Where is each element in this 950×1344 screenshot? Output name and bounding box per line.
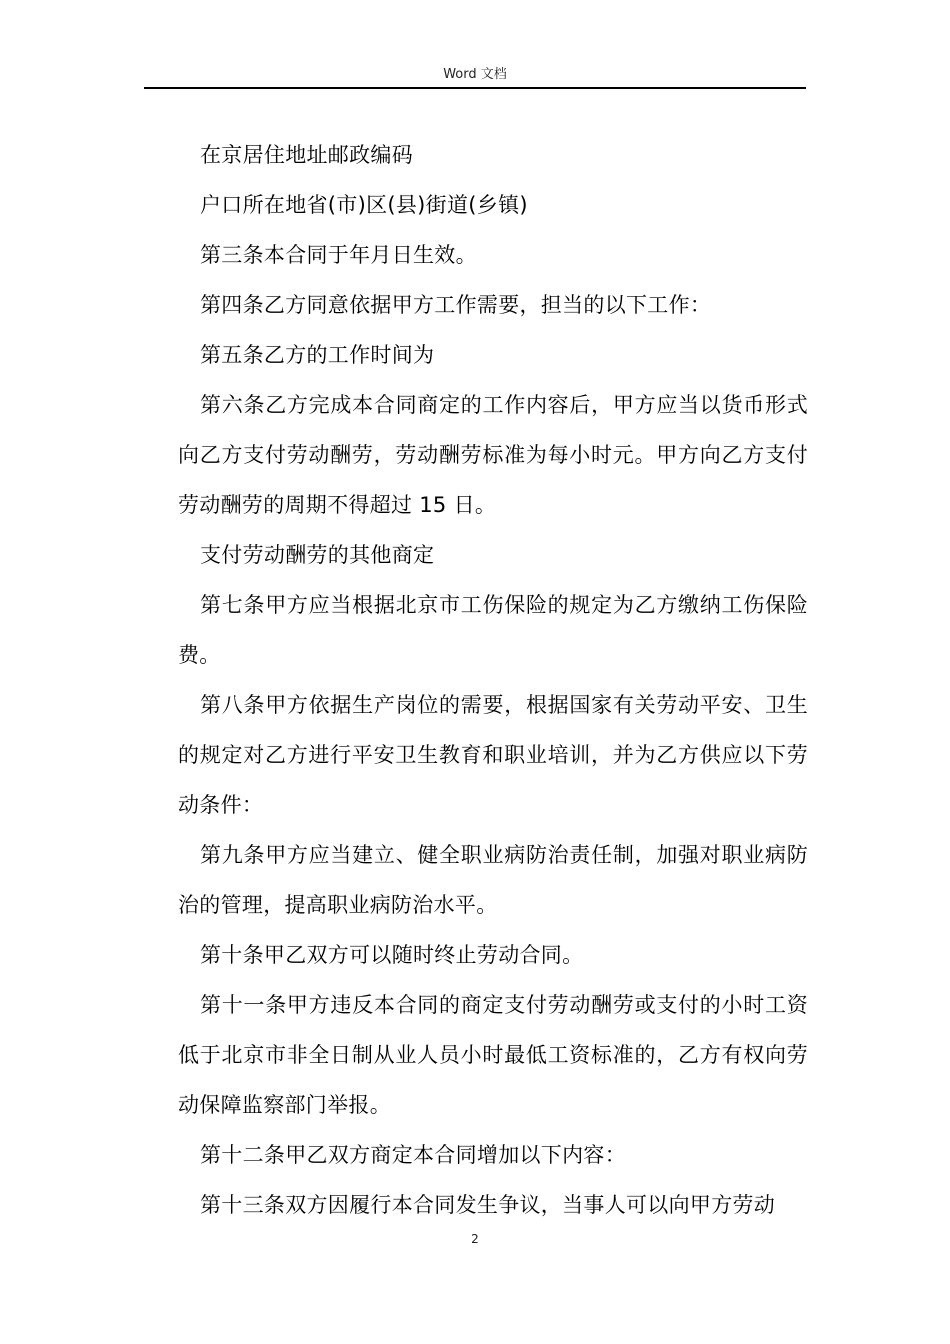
paragraph-article-7: 第七条甲方应当根据北京市工伤保险的规定为乙方缴纳工伤保险费。 (178, 593, 808, 667)
paragraph-article-13: 第十三条双方因履行本合同发生争议，当事人可以向甲方劳动 (200, 1193, 776, 1217)
paragraph-article-8: 第八条甲方依据生产岗位的需要，根据国家有关劳动平安、卫生的规定对乙方进行平安卫生教育和职业培训，并为乙方供应以下劳动条件： (178, 693, 808, 817)
paragraph-article-10: 第十条甲乙双方可以随时终止劳动合同。 (200, 943, 584, 967)
paragraph-other-payment-terms: 支付劳动酬劳的其他商定 (200, 543, 435, 567)
paragraph-article-3: 第三条本合同于年月日生效。 (200, 243, 477, 267)
document-body (178, 130, 808, 1230)
paragraph-article-9: 第九条甲方应当建立、健全职业病防治责任制，加强对职业病防治的管理，提高职业病防治水平。 (178, 843, 808, 917)
paragraph-residence-postcode: 在京居住地址邮政编码 (200, 143, 413, 167)
page-header: Word 文档 (443, 67, 507, 82)
paragraph-article-12: 第十二条甲乙双方商定本合同增加以下内容： (200, 1143, 626, 1167)
header-divider (144, 87, 806, 89)
page-number: 2 (471, 1232, 479, 1246)
paragraph-household-registration: 户口所在地省(市)区(县)街道(乡镇) (200, 193, 528, 217)
paragraph-article-4: 第四条乙方同意依据甲方工作需要，担当的以下工作： (200, 293, 712, 317)
paragraph-article-6: 第六条乙方完成本合同商定的工作内容后，甲方应当以货币形式向乙方支付劳动酬劳，劳动酬劳标准为每小时元。甲方向乙方支付劳动酬劳的周期不得超过 15 日。 (178, 393, 808, 517)
paragraph-article-5: 第五条乙方的工作时间为 (200, 343, 435, 367)
paragraph-article-11: 第十一条甲方违反本合同的商定支付劳动酬劳或支付的小时工资低于北京市非全日制从业人员小时最低工资标准的，乙方有权向劳动保障监察部门举报。 (178, 993, 808, 1117)
